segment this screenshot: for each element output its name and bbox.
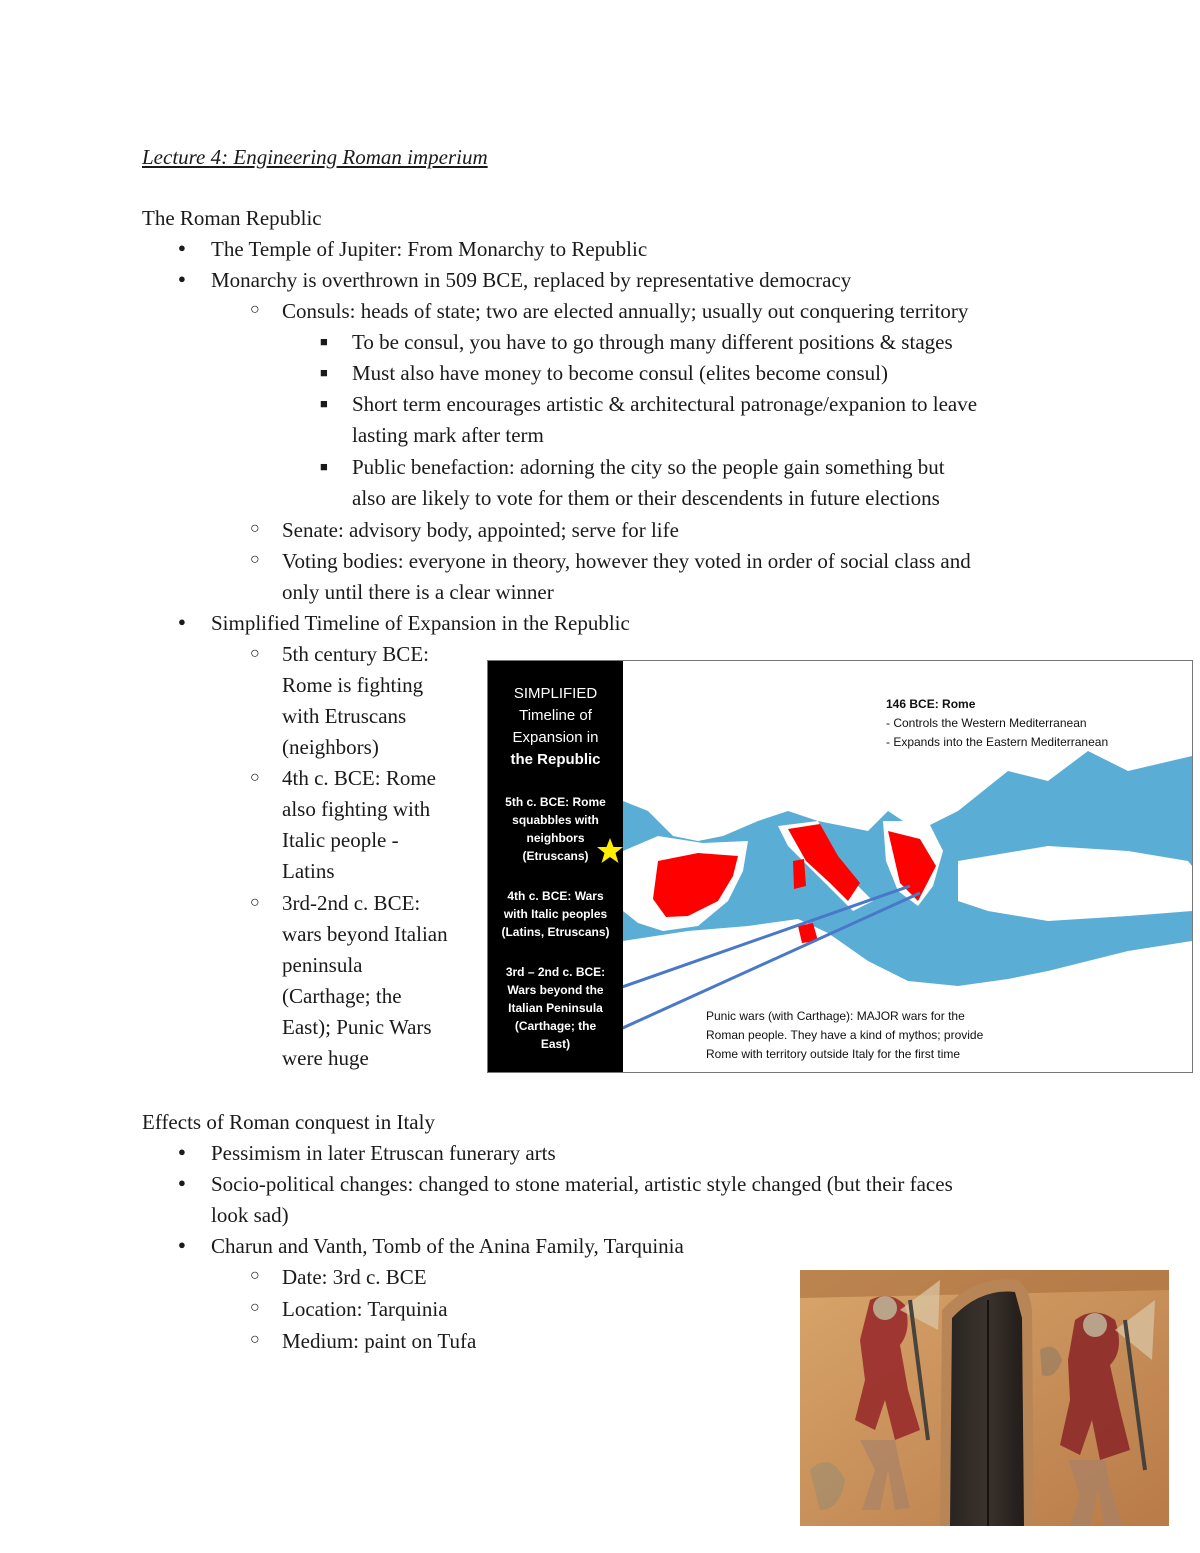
section-heading-republic: The Roman Republic bbox=[142, 206, 322, 230]
list-item-continuation: Latins bbox=[282, 859, 335, 883]
list-item: Socio-political changes: changed to stone material, artistic style changed (but their faces bbox=[211, 1172, 953, 1196]
map-heading: Timeline of bbox=[519, 707, 592, 724]
map-period-4th: (Latins, Etruscans) bbox=[501, 925, 610, 939]
bullet-square: ■ bbox=[320, 396, 328, 411]
list-item: Charun and Vanth, Tomb of the Anina Family, Tarquinia bbox=[211, 1234, 684, 1258]
anatomy-landmass bbox=[958, 846, 1192, 921]
list-item-continuation: look sad) bbox=[211, 1203, 289, 1227]
map-heading: SIMPLIFIED bbox=[513, 685, 598, 702]
bullet-circle: ○ bbox=[250, 894, 260, 911]
list-item-continuation: (neighbors) bbox=[282, 735, 379, 759]
map-period-3rd: Wars beyond the bbox=[507, 983, 604, 997]
list-item: Location: Tarquinia bbox=[282, 1297, 448, 1321]
list-item: Pessimism in later Etruscan funerary arts bbox=[211, 1141, 556, 1165]
map-period-3rd: (Carthage; the bbox=[514, 1019, 597, 1033]
bullet-square: ■ bbox=[320, 334, 328, 349]
bullet-square: ■ bbox=[320, 365, 328, 380]
list-item-continuation: also fighting with bbox=[282, 797, 431, 821]
list-item: 5th century BCE: bbox=[282, 642, 429, 666]
list-item-continuation: lasting mark after term bbox=[352, 423, 544, 447]
list-item: Consuls: heads of state; two are elected annually; usually out conquering territory bbox=[282, 299, 969, 323]
tomb-painting-photo bbox=[800, 1270, 1169, 1526]
map-period-4th: 4th c. BCE: Wars bbox=[507, 889, 604, 903]
tomb-painting-image bbox=[800, 1270, 1169, 1526]
list-item-continuation: Rome is fighting bbox=[282, 673, 424, 697]
map-period-5th: 5th c. BCE: Rome bbox=[505, 795, 606, 809]
map-period-3rd: 3rd – 2nd c. BCE: bbox=[505, 965, 606, 979]
list-item-continuation: only until there is a clear winner bbox=[282, 580, 554, 604]
map-heading: Expansion in bbox=[512, 729, 599, 746]
page-title: Lecture 4: Engineering Roman imperium bbox=[142, 145, 488, 169]
list-item-continuation: (Carthage; the bbox=[282, 984, 402, 1008]
map-period-5th: neighbors bbox=[526, 831, 585, 845]
list-item: The Temple of Jupiter: From Monarchy to Republic bbox=[211, 237, 648, 261]
list-item: Simplified Timeline of Expansion in the Republic bbox=[211, 611, 630, 635]
map-period-3rd: Italian Peninsula bbox=[508, 1001, 603, 1015]
list-item-continuation: peninsula bbox=[282, 953, 363, 977]
map-label-146-west: - Controls the Western Mediterranean bbox=[886, 716, 1087, 730]
map-heading: the Republic bbox=[510, 751, 601, 768]
list-item: 3rd-2nd c. BCE: bbox=[282, 891, 421, 915]
bullet-disc: ● bbox=[178, 614, 186, 629]
bullet-disc: ● bbox=[178, 1144, 186, 1159]
list-item-continuation: with Etruscans bbox=[282, 704, 407, 728]
map-label-146: 146 BCE: Rome bbox=[886, 697, 976, 711]
bullet-square: ■ bbox=[320, 459, 328, 474]
list-item: To be consul, you have to go through many different positions & stages bbox=[352, 330, 953, 354]
section-heading-effects: Effects of Roman conquest in Italy bbox=[142, 1110, 435, 1134]
bullet-disc: ● bbox=[178, 1237, 186, 1252]
bullet-circle: ○ bbox=[250, 551, 260, 568]
list-item: Public benefaction: adorning the city so the people gain something but bbox=[352, 455, 945, 479]
map-punic-wars-note: Rome with territory outside Italy for the first time bbox=[706, 1047, 961, 1061]
list-item: 4th c. BCE: Rome bbox=[282, 766, 436, 790]
map-period-5th: (Etruscans) bbox=[522, 849, 589, 863]
bullet-circle: ○ bbox=[250, 645, 260, 662]
list-item: Must also have money to become consul (elites become consul) bbox=[352, 361, 888, 385]
list-item: Medium: paint on Tufa bbox=[282, 1329, 477, 1353]
list-item: Voting bodies: everyone in theory, however they voted in order of social class and bbox=[282, 549, 971, 573]
list-item-continuation: East); Punic Wars bbox=[282, 1015, 432, 1039]
rome-star-icon bbox=[596, 837, 624, 865]
bullet-circle: ○ bbox=[250, 769, 260, 786]
bullet-circle: ○ bbox=[250, 1267, 260, 1284]
map-punic-wars-note: Punic wars (with Carthage): MAJOR wars for the bbox=[706, 1009, 965, 1023]
bullet-circle: ○ bbox=[250, 301, 260, 318]
list-item: Senate: advisory body, appointed; serve for life bbox=[282, 518, 679, 542]
bullet-circle: ○ bbox=[250, 1331, 260, 1348]
list-item-continuation: also are likely to vote for them or their descendents in future elections bbox=[352, 486, 940, 510]
map-period-4th: with Italic peoples bbox=[503, 907, 608, 921]
map-period-3rd: East) bbox=[540, 1037, 571, 1051]
map-punic-wars-note: Roman people. They have a kind of mythos; provide bbox=[706, 1028, 984, 1042]
bullet-disc: ● bbox=[178, 271, 186, 286]
bullet-circle: ○ bbox=[250, 520, 260, 537]
bullet-disc: ● bbox=[178, 240, 186, 255]
list-item: Monarchy is overthrown in 509 BCE, replaced by representative democracy bbox=[211, 268, 852, 292]
list-item-continuation: Italic people - bbox=[282, 828, 399, 852]
map-label-146-east: - Expands into the Eastern Mediterranean bbox=[886, 735, 1109, 749]
list-item-continuation: were huge bbox=[282, 1046, 369, 1070]
list-item: Short term encourages artistic & architectural patronage/expanion to leave bbox=[352, 392, 978, 416]
map-period-5th: squabbles with bbox=[512, 813, 599, 827]
roman-territory-sardinia bbox=[793, 859, 806, 889]
list-item-continuation: wars beyond Italian bbox=[282, 922, 448, 946]
bullet-circle: ○ bbox=[250, 1299, 260, 1316]
expansion-map-figure bbox=[487, 660, 1193, 1073]
bullet-disc: ● bbox=[178, 1175, 186, 1190]
list-item: Date: 3rd c. BCE bbox=[282, 1265, 427, 1289]
